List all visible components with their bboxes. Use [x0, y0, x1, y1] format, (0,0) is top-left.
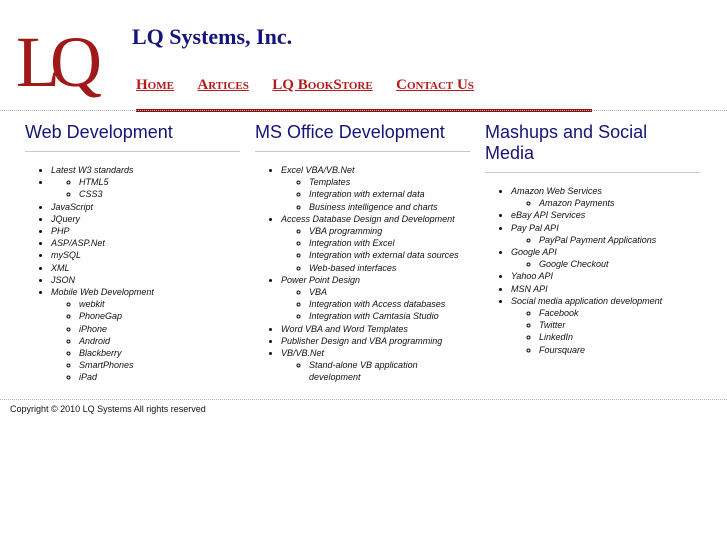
- list-item: [281, 274, 470, 323]
- sub-list-item: ◦ PhoneGap: [79, 310, 240, 322]
- list-item: [511, 295, 700, 356]
- list-item: [51, 286, 240, 384]
- sub-list-item: ◦ webkit: [79, 298, 240, 310]
- list-item: [281, 213, 470, 274]
- list-item: [51, 176, 240, 200]
- list-item: [511, 222, 700, 246]
- sub-list-item: ◦ Integration with Camtasia Studio: [309, 310, 470, 322]
- nav-home-link[interactable]: Home: [136, 77, 174, 93]
- list-item: [51, 201, 240, 213]
- list-item: [51, 274, 240, 286]
- list-item-label: JavaScript: [51, 201, 94, 212]
- list-item: [511, 209, 700, 221]
- sub-list: [511, 258, 700, 270]
- list-item: [51, 164, 240, 176]
- list-item: [511, 283, 700, 295]
- list-item-label: Excel VBA/VB.Net: [281, 165, 355, 175]
- sub-list-item: ◦ Blackberry: [79, 347, 240, 359]
- sub-list-item: ◦ SmartPhones: [79, 359, 240, 371]
- main-nav: [136, 76, 493, 94]
- list-item-label: Google API: [511, 247, 557, 258]
- nav-articles-link[interactable]: Artices: [197, 77, 249, 93]
- list-item-label: Amazon Web Services: [511, 186, 602, 196]
- sub-list: [281, 225, 470, 274]
- list-item-label: eBay API Services: [511, 210, 586, 221]
- service-list: [255, 164, 470, 384]
- service-list: [25, 164, 240, 384]
- sub-list-item: ◦ VBA: [309, 286, 470, 298]
- sub-list-item: ◦ CSS3: [79, 188, 240, 200]
- list-item: [281, 335, 470, 347]
- sub-list-item: ◦ Stand-alone VB application development: [309, 359, 470, 383]
- list-item-label: Power Point Design: [281, 274, 361, 285]
- sub-list: [511, 234, 700, 246]
- list-item: [51, 249, 240, 261]
- list-item: [281, 347, 470, 384]
- nav-bookstore-link[interactable]: LQ BookStore: [272, 77, 373, 93]
- list-item-label: Publisher Design and VBA programming: [281, 335, 443, 346]
- sub-list-item: ◦ Web-based interfaces: [309, 262, 470, 274]
- sub-list-item: ◦ Integration with Access databases: [309, 298, 470, 310]
- sub-list: [511, 197, 700, 209]
- sub-list-item: ◦ Facebook: [539, 307, 700, 319]
- copyright-text: Copyright © 2010 LQ Systems All rights reserved: [10, 404, 206, 414]
- list-item: [511, 270, 700, 282]
- list-item-label: Pay Pal API: [511, 222, 559, 233]
- column-mashups-social-media: [485, 122, 700, 356]
- sub-list-item: ◦ Twitter: [539, 319, 700, 331]
- list-item-label: JQuery: [51, 213, 81, 224]
- list-item-label: Social media application development: [511, 295, 663, 306]
- column-ms-office-development: [255, 122, 470, 384]
- footer-divider: [0, 399, 727, 400]
- sub-list-item: ◦ LinkedIn: [539, 331, 700, 343]
- sub-list-item: ◦ Business intelligence and charts: [309, 201, 470, 213]
- column-heading: MS Office Development: [255, 122, 470, 152]
- column-heading: Mashups and Social Media: [485, 122, 700, 173]
- sub-list-item: ◦ Foursquare: [539, 344, 700, 356]
- list-item: [281, 164, 470, 213]
- sub-list-item: ◦ Integration with external data: [309, 188, 470, 200]
- sub-list: [281, 176, 470, 213]
- sub-list-item: ◦ Integration with external data sources: [309, 249, 470, 261]
- list-item-label: XML: [51, 262, 70, 273]
- list-item-label: Mobile Web Development: [51, 287, 154, 298]
- service-list: [485, 185, 700, 356]
- sub-list: [51, 176, 240, 200]
- list-item: [281, 323, 470, 335]
- sub-list-item: ◦ PayPal Payment Applications: [539, 234, 700, 246]
- list-item-label: JSON: [51, 274, 76, 285]
- list-item-label: mySQL: [51, 250, 82, 261]
- sub-list: [511, 307, 700, 356]
- list-item-label: Word VBA and Word Templates: [281, 323, 408, 334]
- nav-contact-link[interactable]: Contact Us: [396, 77, 474, 93]
- list-item-label: PHP: [51, 226, 70, 237]
- sub-list: [281, 286, 470, 323]
- sub-list-item: ◦ iPhone: [79, 323, 240, 335]
- list-item-label: Access Database Design and Development: [281, 213, 455, 224]
- sub-list-item: ◦ iPad: [79, 371, 240, 383]
- list-item: [51, 237, 240, 249]
- list-item-label: MSN API: [511, 283, 548, 294]
- list-item-label: Yahoo API: [511, 271, 554, 282]
- header-divider: [0, 110, 727, 111]
- list-item: [51, 262, 240, 274]
- sub-list: [51, 298, 240, 383]
- sub-list-item: ◦ Amazon Payments: [539, 197, 700, 209]
- sub-list-item: ◦ Templates: [309, 176, 470, 188]
- list-item: [51, 213, 240, 225]
- list-item: [511, 185, 700, 209]
- company-name: LQ Systems, Inc.: [132, 24, 293, 49]
- sub-list-item: ◦ Android: [79, 335, 240, 347]
- list-item-label: Latest W3 standards: [51, 165, 134, 175]
- sub-list-item: ◦ Google Checkout: [539, 258, 700, 270]
- sub-list-item: ◦ Integration with Excel: [309, 237, 470, 249]
- sub-list-item: ◦ • HTML5: [79, 176, 240, 188]
- list-item: [511, 246, 700, 270]
- company-logo: LQ: [16, 22, 92, 102]
- column-web-development: [25, 122, 240, 384]
- list-item-label: VB/VB.Net: [281, 348, 325, 359]
- list-item: [51, 225, 240, 237]
- sub-list-item: ◦ VBA programming: [309, 225, 470, 237]
- column-heading: Web Development: [25, 122, 240, 152]
- list-item-label: ASP/ASP.Net: [51, 238, 105, 249]
- sub-list: [281, 359, 470, 383]
